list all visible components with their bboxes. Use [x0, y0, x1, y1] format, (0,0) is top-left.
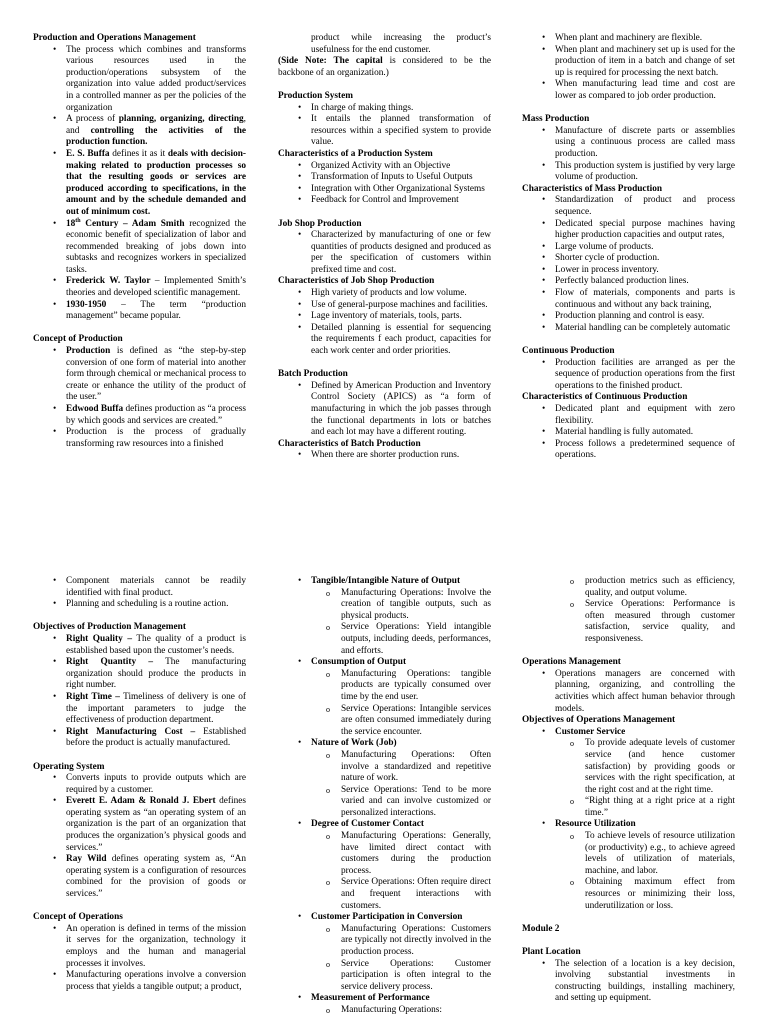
list-item: • Degree of Customer Contact o Manufacturing Operations: Generally, have limited direct contact with customers during the production process. o Service Operations: Often require direct and frequent interactions with customers. — [278, 819, 491, 912]
oom-list — [522, 727, 735, 913]
heading-job-shop-production: Job Shop Production — [278, 218, 362, 229]
list-item: • Right Quantity – The manufacturing organization should produce the products in right number. — [33, 657, 246, 692]
list-item: • Large volume of products. — [522, 242, 735, 254]
continued-text: product while increasing the product’s usefulness for the end customer. — [311, 33, 491, 55]
list-item: • Process follows a predetermined sequence of operations. — [522, 439, 735, 462]
list-item: • Organized Activity with an Objective — [278, 161, 491, 173]
list-item: • Production planning and control is easy. — [522, 311, 735, 323]
os-list — [33, 773, 246, 901]
bottom-column-1 — [33, 576, 246, 993]
sub-list-item: o Service Operations: Tend to be more varied and can involve customized or personalized interactions. — [311, 785, 491, 820]
bottom-column-2 — [278, 576, 491, 1017]
list-item: • Right Time – Timeliness of delivery is one of the important parameters to judge the effectiveness of production department. — [33, 692, 246, 727]
jsp-list — [278, 230, 491, 276]
heading-operating-system: Operating System — [33, 761, 105, 772]
list-item: • Measurement of Performance o Manufacturing Operations: — [278, 993, 491, 1016]
list-item: • E. S. Buffa defines it as it deals with decision-making related to production processes so that the resulting goods or services are produced according to specifications, in the amount and by the schedule demanded and out of minimum cost. — [33, 149, 246, 219]
list-item: • An operation is defined in terms of the mission it serves for the organization, technology it employs and the human and managerial processes it involves. — [33, 924, 246, 970]
list-item: • Ray Wild defines operating system as, “An operating system is a configuration of resources combined for the provision of goods or services.” — [33, 854, 246, 900]
list-item: • When plant and machinery are flexible. — [522, 33, 735, 45]
om-list — [522, 669, 735, 715]
top-column-3 — [522, 33, 735, 462]
opm-list — [33, 634, 246, 750]
list-item: • Detailed planning is essential for sequencing the requirements f each product, capacities for each work center and order priorities. — [278, 323, 491, 358]
cps-list — [278, 161, 491, 207]
sub-list-item: o Manufacturing Operations: Generally, have limited direct contact with customers during the production process. — [311, 831, 491, 877]
heading-characteristics-job-shop: Characteristics of Job Shop Production — [278, 276, 435, 287]
list-item: • Shorter cycle of production. — [522, 253, 735, 265]
sub-list-item: o Manufacturing Operations: — [311, 1005, 491, 1017]
top-column-2 — [278, 33, 491, 462]
bottom-column-3 — [522, 576, 735, 1005]
sub-list-item: o Service Operations: Yield intangible outputs, including deeds, performances, and efforts. — [311, 622, 491, 657]
sub-list — [311, 750, 491, 820]
heading-operations-management: Operations Management — [522, 657, 621, 668]
list-item: • Defined by American Production and Inventory Control Society (APICS) as “a form of manufacturing in which the job passes through the functional departments in lots or batches and each lot may have a different routing. — [278, 381, 491, 439]
coo-list — [33, 924, 246, 994]
list-item: • Nature of Work (Job) o Manufacturing Operations: Often involve a standardized and repetitive nature of work. o Service Operations: Tend to be more varied and can involve customized or personalized interactions. — [278, 738, 491, 819]
list-item: • Component materials cannot be readily identified with final product. — [33, 576, 246, 599]
list-item: • Dedicated special purpose machines having higher production capacities and output rates, — [522, 219, 735, 242]
sub-list-continued — [555, 576, 735, 646]
comparison-list — [278, 576, 491, 1017]
sub-list — [311, 588, 491, 658]
sub-list-item: o Service Operations: Often require direct and frequent interactions with customers. — [311, 877, 491, 912]
side-note: (Side Note: The capital is considered to be the backbone of an organization.) — [278, 56, 491, 78]
list-item: • When there are shorter production runs. — [278, 450, 491, 462]
list-item: • Planning and scheduling is a routine action. — [33, 599, 246, 611]
sub-list-item: o production metrics such as efficiency, quality, and output volume. — [555, 576, 735, 599]
sub-list — [555, 831, 735, 912]
sub-list-item: o “Right thing at a right price at a right time.” — [555, 796, 735, 819]
heading-batch-production: Batch Production — [278, 369, 348, 380]
sub-list-item: o To provide adequate levels of customer service (and hence customer satisfaction) by providing goods or services with the right specification, at the right cost and at the right time. — [555, 738, 735, 796]
list-item: • Customer Service o To provide adequate levels of customer service (and hence customer satisfaction) by providing goods or services with the right specification, at the right cost and at the right time. o “Right thing at a right price at a right time.” — [522, 727, 735, 820]
list-item: • Converts inputs to provide outputs which are required by a customer. — [33, 773, 246, 796]
list-item: • This production system is justified by very large volume of production. — [522, 161, 735, 184]
cmp-list — [522, 195, 735, 334]
list-item: • Standardization of product and process sequence. — [522, 195, 735, 218]
list-item: • Dedicated plant and equipment with zero flexibility. — [522, 404, 735, 427]
list-item: • Frederick W. Taylor – Implemented Smith’s theories and developed scientific management. — [33, 276, 246, 299]
sub-list-item: o Service Operations: Performance is often measured through customer satisfaction, service quality, and responsiveness. — [555, 599, 735, 645]
list-item: • Manufacturing operations involve a conversion process that yields a tangible output; a product, — [33, 970, 246, 993]
sub-list-item: o Manufacturing Operations: Involve the creation of tangible outputs, such as physical products. — [311, 588, 491, 623]
heading-characteristics-batch: Characteristics of Batch Production — [278, 438, 421, 449]
list-item: • The process which combines and transforms various resources used in the production/operations subsystem of the organization into value added product/services in a controlled manner as per the policies of the organization — [33, 45, 246, 115]
heading-characteristics-mass: Characteristics of Mass Production — [522, 183, 663, 194]
list-item: • Transformation of Inputs to Useful Outputs — [278, 172, 491, 184]
list-item: • Customer Participation in Conversion o Manufacturing Operations: Customers are typically not directly involved in the production process. o Service Operations: Customer participation is often integral to the service delivery process. — [278, 912, 491, 993]
list-item: • Feedback for Control and Improvement — [278, 195, 491, 207]
sub-list-item: o Service Operations: Intangible services are often consumed immediately during the service encounter. — [311, 704, 491, 739]
sub-list-item: o Service Operations: Customer participation is often integral to the service delivery process. — [311, 959, 491, 994]
mp-list — [522, 126, 735, 184]
sub-list-item: o Obtaining maximum effect from resources or minimizing their loss, underutilization or loss. — [555, 877, 735, 912]
cp-list — [522, 358, 735, 393]
list-item: • In charge of making things. — [278, 103, 491, 115]
heading-characteristics-production-system: Characteristics of a Production System — [278, 148, 433, 159]
list-item: • Use of general-purpose machines and facilities. — [278, 300, 491, 312]
heading-production-system: Production System — [278, 90, 353, 101]
list-item: • High variety of products and low volume. — [278, 288, 491, 300]
sub-list-item: o Manufacturing Operations: tangible products are typically consumed over time by the end user. — [311, 669, 491, 704]
list-item: • Right Quality – The quality of a product is established based upon the customer’s needs. — [33, 634, 246, 657]
heading-concept-of-production: Concept of Production — [33, 334, 123, 345]
sub-list — [555, 738, 735, 819]
heading-mass-production: Mass Production — [522, 114, 590, 125]
sub-list — [311, 1005, 491, 1017]
list-item: • When plant and machinery set up is used for the production of item in a batch and change of set up is required for processing the next batch. — [522, 45, 735, 80]
sub-list-item: o Manufacturing Operations: Customers are typically not directly involved in the production process. — [311, 924, 491, 959]
top-column-1 — [33, 33, 246, 450]
ps-list — [278, 103, 491, 149]
list-item: • Resource Utilization o To achieve levels of resource utilization (or productivity) e.g., to achieve agreed levels of utilization of materials, machine, and labor. o Obtaining maximum effect from resources or minimizing their loss, underutilization or loss. — [522, 819, 735, 912]
sub-list-item: o To achieve levels of resource utilization (or productivity) e.g., to achieve agreed levels of utilization of materials, machine, and labor. — [555, 831, 735, 877]
bp-list — [278, 381, 491, 439]
sub-list — [311, 669, 491, 739]
heading-objectives-operations-management: Objectives of Operations Management — [522, 715, 676, 726]
list-item: • Right Manufacturing Cost – Established before the product is actually manufactured. — [33, 727, 246, 750]
list-item: • 18th Century – Adam Smith recognized the economic benefit of specialization of labor and recommended breaking of jobs down into subtasks and recognizes workers in specialized tasks. — [33, 219, 246, 277]
list-item: • Production facilities are arranged as per the sequence of production operations from the first operations to the finished product. — [522, 358, 735, 393]
list-item: • Material handling can be completely automatic — [522, 323, 735, 335]
cjsp-list — [278, 288, 491, 358]
ccp-list — [522, 404, 735, 462]
pom-list — [33, 45, 246, 323]
list-item: • Operations managers are concerned with planning, organizing, and controlling the activities which affect human behavior through models. — [522, 669, 735, 715]
sub-list — [311, 831, 491, 912]
list-item: • 1930-1950 – The term “production management” became popular. — [33, 300, 246, 323]
heading-module-2: Module 2 — [522, 923, 560, 934]
list-item: • Material handling is fully automated. — [522, 427, 735, 439]
list-item: • Tangible/Intangible Nature of Output o Manufacturing Operations: Involve the creation of tangible outputs, such as physical products. o Service Operations: Yield intangible outputs, including deeds, performances, and efforts. — [278, 576, 491, 657]
sub-list-item: o Manufacturing Operations: Often involve a standardized and repetitive nature of work. — [311, 750, 491, 785]
list-item: • The selection of a location is a key decision, involving substantial investments in constructing buildings, installing machinery, and setting up equipment. — [522, 959, 735, 1005]
cop-list — [33, 346, 246, 450]
cbp-list — [278, 450, 491, 462]
sub-list — [311, 924, 491, 994]
heading-production-operations-management: Production and Operations Management — [33, 33, 196, 43]
list-item: • Everett E. Adam & Ronald J. Ebert defines operating system as “an operating system of an organization is the part of an organization that produces the organization’s physical goods and services.” — [33, 796, 246, 854]
pl-list — [522, 959, 735, 1005]
list-item: • Production is the process of gradually transforming raw resources into a finished — [33, 427, 246, 450]
batch-cont-list-2 — [33, 576, 246, 611]
heading-plant-location: Plant Location — [522, 947, 581, 957]
list-item: • Lower in process inventory. — [522, 265, 735, 277]
list-item: • When manufacturing lead time and cost are lower as compared to job order production. — [522, 79, 735, 102]
list-item: • A process of planning, organizing, directing, and controlling the activities of the production function. — [33, 114, 246, 149]
list-item: • Manufacture of discrete parts or assemblies using a continuous process are called mass production. — [522, 126, 735, 161]
list-item: • Flow of materials, components and parts is continuous and without any back training, — [522, 288, 735, 311]
list-item: • Characterized by manufacturing of one or few quantities of products designed and produced as per the specification of customers within prefixed time and cost. — [278, 230, 491, 276]
heading-objectives-production-management: Objectives of Production Management — [33, 622, 186, 633]
list-item: • Production is defined as “the step-by-step conversion of one form of material into another form through chemical or mechanical process to create or enhance the utility of the product of the user.” — [33, 346, 246, 404]
batch-cont-list — [522, 33, 735, 103]
list-item: • It entails the planned transformation of resources within a specified system to provide value. — [278, 114, 491, 149]
list-item: • Consumption of Output o Manufacturing Operations: tangible products are typically consumed over time by the end user. o Service Operations: Intangible services are often consumed immediately during the service encounter. — [278, 657, 491, 738]
list-item: • Lage inventory of materials, tools, parts. — [278, 311, 491, 323]
heading-concept-of-operations: Concept of Operations — [33, 912, 123, 923]
list-item: • Perfectly balanced production lines. — [522, 276, 735, 288]
heading-characteristics-continuous: Characteristics of Continuous Production — [522, 392, 688, 403]
heading-continuous-production: Continuous Production — [522, 346, 615, 357]
list-item: • Integration with Other Organizational Systems — [278, 184, 491, 196]
list-item: • Edwood Buffa defines production as “a process by which goods and services are created.” — [33, 404, 246, 427]
